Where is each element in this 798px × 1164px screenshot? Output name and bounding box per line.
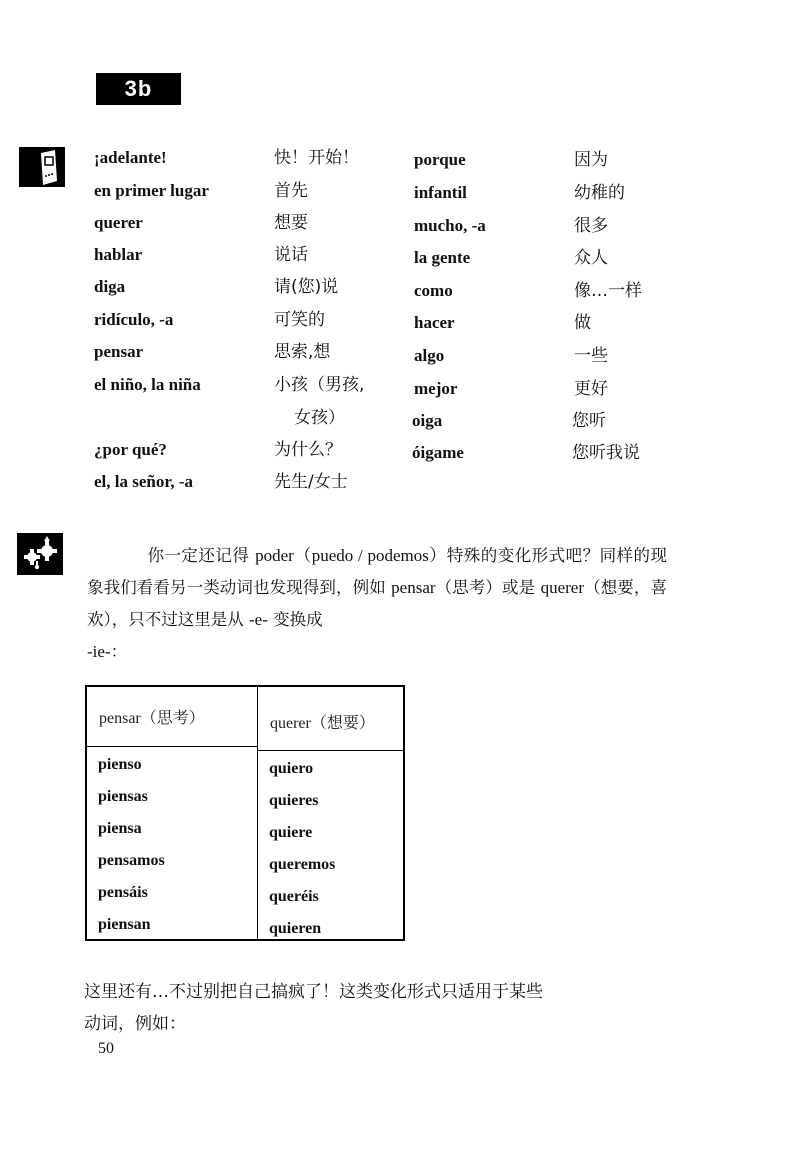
vocab-zh: 众人	[574, 248, 608, 268]
vocab-zh: 请(您)说	[274, 277, 339, 297]
conj-cell: queremos	[269, 856, 336, 873]
conjugation-table	[85, 685, 405, 941]
vocab-zh: 很多	[574, 216, 608, 236]
conj-cell: piensa	[98, 820, 142, 837]
vocab-es: algo	[414, 346, 445, 365]
closing-line: 这里还有…不过别把自己搞疯了！这类变化形式只适用于某些	[84, 982, 543, 1002]
vocab-es: como	[414, 281, 453, 300]
column-header: querer（想要）	[258, 687, 403, 751]
text-latin: -e-	[249, 610, 268, 629]
vocabulary-book-icon	[19, 147, 65, 187]
vocab-zh: 小孩（男孩,	[274, 375, 365, 395]
vocab-zh-continued: 女孩）	[294, 408, 345, 428]
vocab-zh: 更好	[574, 379, 608, 399]
vocab-es: infantil	[414, 183, 467, 202]
pensar-column	[87, 687, 258, 939]
text-latin: -ie-	[87, 642, 111, 661]
querer-column	[258, 687, 403, 939]
vocab-zh: 一些	[574, 346, 608, 366]
vocab-es: la gente	[414, 248, 471, 267]
conj-cell: queréis	[269, 888, 319, 905]
vocab-es: porque	[414, 150, 466, 169]
vocab-zh: 幼稚的	[574, 183, 625, 203]
vocab-es: en primer lugar	[94, 181, 209, 200]
column-header: pensar（思考）	[87, 687, 257, 747]
text: 特殊的变化形式吧？同样的现象我们看看另一类动词也发现得到，例如	[87, 546, 667, 597]
vocab-es: el niño, la niña	[94, 375, 201, 394]
text: ：	[110, 642, 128, 661]
vocab-zh: 可笑的	[274, 310, 325, 330]
vocab-zh: 因为	[574, 150, 608, 170]
vocab-zh: 快！开始！	[274, 148, 359, 168]
vocab-zh: 像…一样	[574, 281, 642, 301]
vocab-es: óigame	[412, 443, 464, 462]
text: 你一定还记得	[147, 546, 256, 565]
text-latin: pensar	[391, 578, 436, 597]
text-latin: querer	[540, 578, 584, 597]
vocab-es: hacer	[414, 313, 455, 332]
vocab-zh: 先生/女士	[274, 472, 348, 492]
vocab-es: hablar	[94, 245, 143, 264]
vocab-es: el, la señor, -a	[94, 472, 194, 491]
vocab-zh: 您听	[572, 411, 606, 431]
conj-cell: pensáis	[98, 884, 148, 901]
closing-text	[84, 976, 664, 1040]
conj-cell: pienso	[98, 756, 142, 773]
grammar-explanation	[87, 540, 667, 668]
vocab-zh: 想要	[274, 213, 308, 233]
vocab-zh: 做	[574, 313, 591, 333]
conj-cell: piensan	[98, 916, 151, 933]
conj-cell: quiero	[269, 760, 314, 777]
section-label	[96, 73, 181, 105]
conj-cell: quieres	[269, 792, 319, 809]
vocab-es: mejor	[414, 379, 458, 398]
vocab-zh: 思索,想	[274, 342, 331, 362]
conj-cell: pensamos	[98, 852, 165, 869]
vocab-es: diga	[94, 277, 126, 296]
text-latin: poder（puedo / podemos）	[255, 546, 447, 565]
vocab-es: oiga	[412, 411, 443, 430]
vocab-zh: 说话	[274, 245, 308, 265]
closing-line: 动词，例如：	[84, 1014, 186, 1034]
section-label-text: 3b	[124, 76, 153, 101]
page-number: 50	[98, 1040, 114, 1057]
vocab-es: pensar	[94, 342, 144, 361]
puzzle-grammar-icon	[17, 533, 63, 575]
vocab-es: querer	[94, 213, 143, 232]
vocab-es: mucho, -a	[414, 216, 486, 235]
text: （思考）或是	[435, 578, 541, 597]
vocab-zh: 您听我说	[572, 443, 640, 463]
text: 变换成	[267, 610, 323, 629]
vocab-zh: 为什么？	[274, 440, 342, 460]
text: （想要，喜欢），只不过这里是从	[87, 578, 668, 629]
conj-cell: piensas	[98, 788, 148, 805]
vocab-es: ¿por qué?	[94, 440, 167, 459]
vocab-es: ¡adelante!	[94, 148, 167, 167]
conj-cell: quiere	[269, 824, 313, 841]
vocab-es: ridículo, -a	[94, 310, 174, 329]
vocab-zh: 首先	[274, 181, 308, 201]
conj-cell: quieren	[269, 920, 322, 937]
